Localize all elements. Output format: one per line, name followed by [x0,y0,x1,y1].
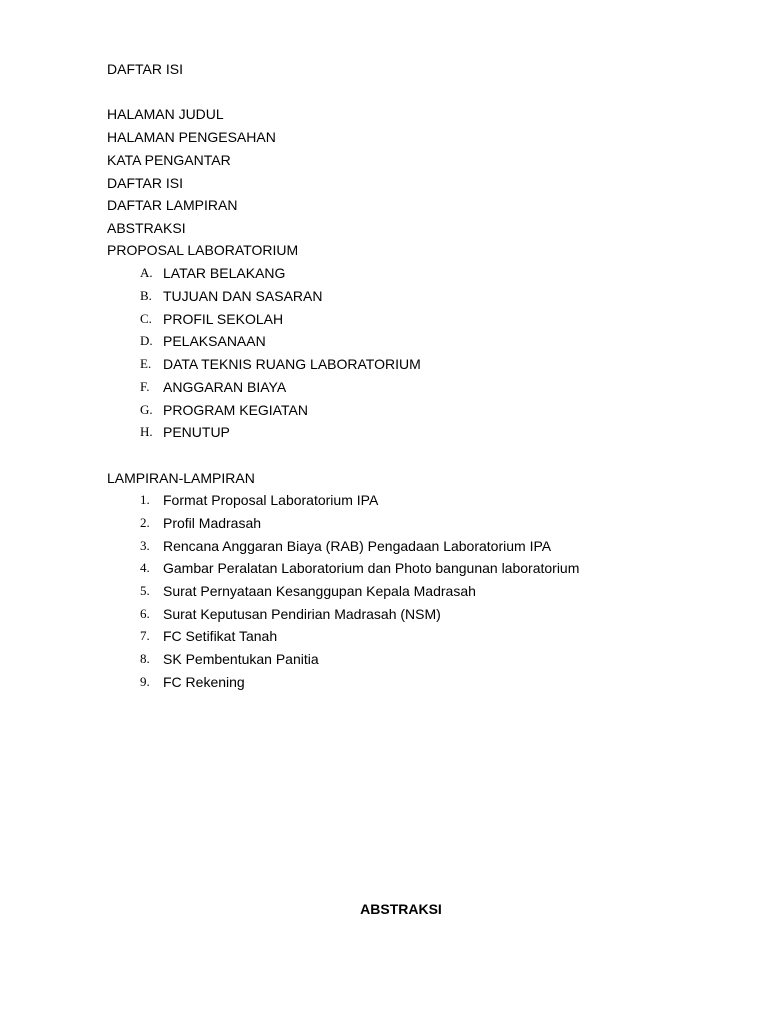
list-label: Gambar Peralatan Laboratorium dan Photo bangunan laboratorium [163,560,580,576]
list-label: Profil Madrasah [163,515,262,531]
list-marker: 3. [140,538,150,553]
list-label: DATA TEKNIS RUANG LABORATORIUM [163,356,421,372]
list-marker: A. [140,265,153,280]
list-label: Rencana Anggaran Biaya (RAB) Pengadaan Laboratorium IPA [163,538,552,554]
list-marker: E. [140,356,152,371]
section-heading-abstraksi: ABSTRAKSI [360,901,442,917]
list-marker: 7. [140,628,150,643]
list-marker: 2. [140,515,150,530]
list-label: Surat Pernyataan Kesanggupan Kepala Madrasah [163,583,476,599]
list-label: TUJUAN DAN SASARAN [163,288,323,304]
list-label: LATAR BELAKANG [163,265,286,281]
toc-entry-halaman-judul: HALAMAN JUDUL [107,106,224,122]
list-label: PROFIL SEKOLAH [163,311,284,327]
list-marker: 4. [140,560,150,575]
toc-title: DAFTAR ISI [107,61,183,77]
toc-entry-proposal-laboratorium: PROPOSAL LABORATORIUM [107,242,299,258]
list-marker: B. [140,288,152,303]
list-label: PELAKSANAAN [163,333,266,349]
list-marker: G. [140,402,153,417]
list-label: PROGRAM KEGIATAN [163,402,308,418]
toc-entry-daftar-isi: DAFTAR ISI [107,175,183,191]
list-label: PENUTUP [163,424,230,440]
list-marker: H. [140,424,153,439]
list-label: SK Pembentukan Panitia [163,651,319,667]
attachments-title: LAMPIRAN-LAMPIRAN [107,470,255,486]
list-marker: 8. [140,651,150,666]
toc-entry-daftar-lampiran: DAFTAR LAMPIRAN [107,197,238,213]
list-label: Format Proposal Laboratorium IPA [163,492,379,508]
list-label: Surat Keputusan Pendirian Madrasah (NSM) [163,606,441,622]
list-marker: 1. [140,492,150,507]
list-label: FC Rekening [163,674,245,690]
list-marker: F. [140,379,150,394]
toc-entry-abstraksi: ABSTRAKSI [107,220,186,236]
list-marker: 6. [140,606,150,621]
list-label: ANGGARAN BIAYA [163,379,287,395]
list-marker: D. [140,333,153,348]
list-marker: C. [140,311,152,326]
toc-entry-kata-pengantar: KATA PENGANTAR [107,152,231,168]
toc-entry-halaman-pengesahan: HALAMAN PENGESAHAN [107,129,276,145]
list-marker: 5. [140,583,150,598]
list-label: FC Setifikat Tanah [163,628,278,644]
list-marker: 9. [140,674,150,689]
